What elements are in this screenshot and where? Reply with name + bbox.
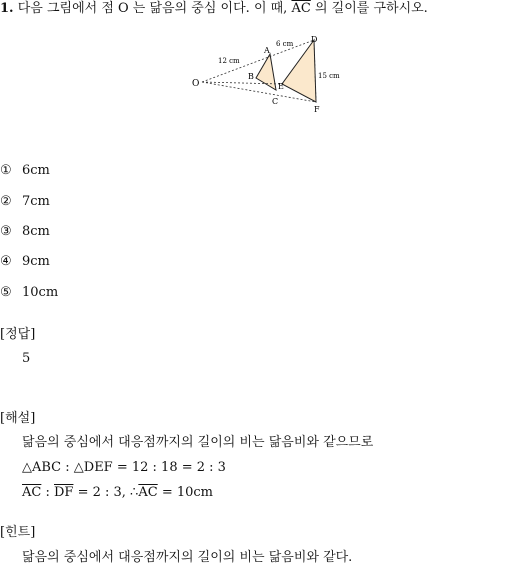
segment-ac: $\overline{AC}$: [22, 485, 42, 500]
result-text: = 10cm: [157, 485, 213, 500]
question-text-after: 의 길이를 구하시오.: [314, 1, 428, 16]
explanation-line-2: △ABC : △DEF = 12 : 18 = 2 : 3: [22, 460, 226, 475]
choice-2[interactable]: [0, 193, 50, 211]
similarity-figure: [190, 32, 350, 118]
label-ad: 6 cm: [276, 40, 294, 48]
point-d: D: [311, 35, 318, 44]
choice-1[interactable]: [0, 162, 50, 180]
point-c: C: [272, 97, 279, 106]
choice-mark: ⑤: [0, 285, 12, 300]
choice-mark: ③: [0, 224, 12, 239]
hint-label: [힌트]: [0, 525, 36, 540]
segment-df: $\overline{DF}$: [54, 485, 74, 500]
question-text-before: 다음 그림에서 점 O 는 닮음의 중심 이다. 이 때,: [17, 1, 288, 16]
choice-5[interactable]: [0, 284, 58, 302]
question-number: 1.: [0, 1, 14, 16]
choice-text: 9cm: [22, 254, 50, 269]
answer-value: 5: [22, 351, 31, 366]
explanation-line-3: [22, 484, 213, 502]
choice-text: 8cm: [22, 224, 50, 239]
choice-mark: ①: [0, 163, 12, 178]
choice-4[interactable]: [0, 253, 50, 271]
hint-text: 닮음의 중심에서 대응점까지의 길이의 비는 닮음비와 같다.: [22, 550, 353, 565]
answer-label: [정답]: [0, 327, 36, 342]
label-df: 15 cm: [318, 72, 340, 80]
ratio-text: = 2 : 3, ∴: [73, 485, 139, 500]
choice-text: 10cm: [22, 285, 59, 300]
point-f: F: [314, 105, 320, 114]
segment-ac-result: $\overline{AC}$: [138, 485, 158, 500]
triangle-def: [282, 40, 316, 102]
label-oa: 12 cm: [218, 57, 240, 65]
choice-mark: ④: [0, 254, 12, 269]
question-line: [0, 0, 428, 18]
ratio-separator: :: [41, 485, 54, 500]
choice-mark: ②: [0, 194, 12, 209]
point-o: O: [192, 79, 200, 89]
point-a: A: [264, 46, 270, 55]
question-segment: $\overline{AC}$: [291, 1, 311, 16]
point-e: E: [278, 82, 284, 91]
choice-text: 7cm: [22, 194, 50, 209]
explanation-label: [해설]: [0, 411, 36, 426]
explanation-line-1: 닮음의 중심에서 대응점까지의 길이의 비는 닮음비와 같으므로: [22, 435, 374, 450]
choice-3[interactable]: [0, 223, 50, 241]
point-b: B: [248, 72, 254, 81]
choice-text: 6cm: [22, 163, 50, 178]
triangle-abc: [256, 54, 276, 90]
